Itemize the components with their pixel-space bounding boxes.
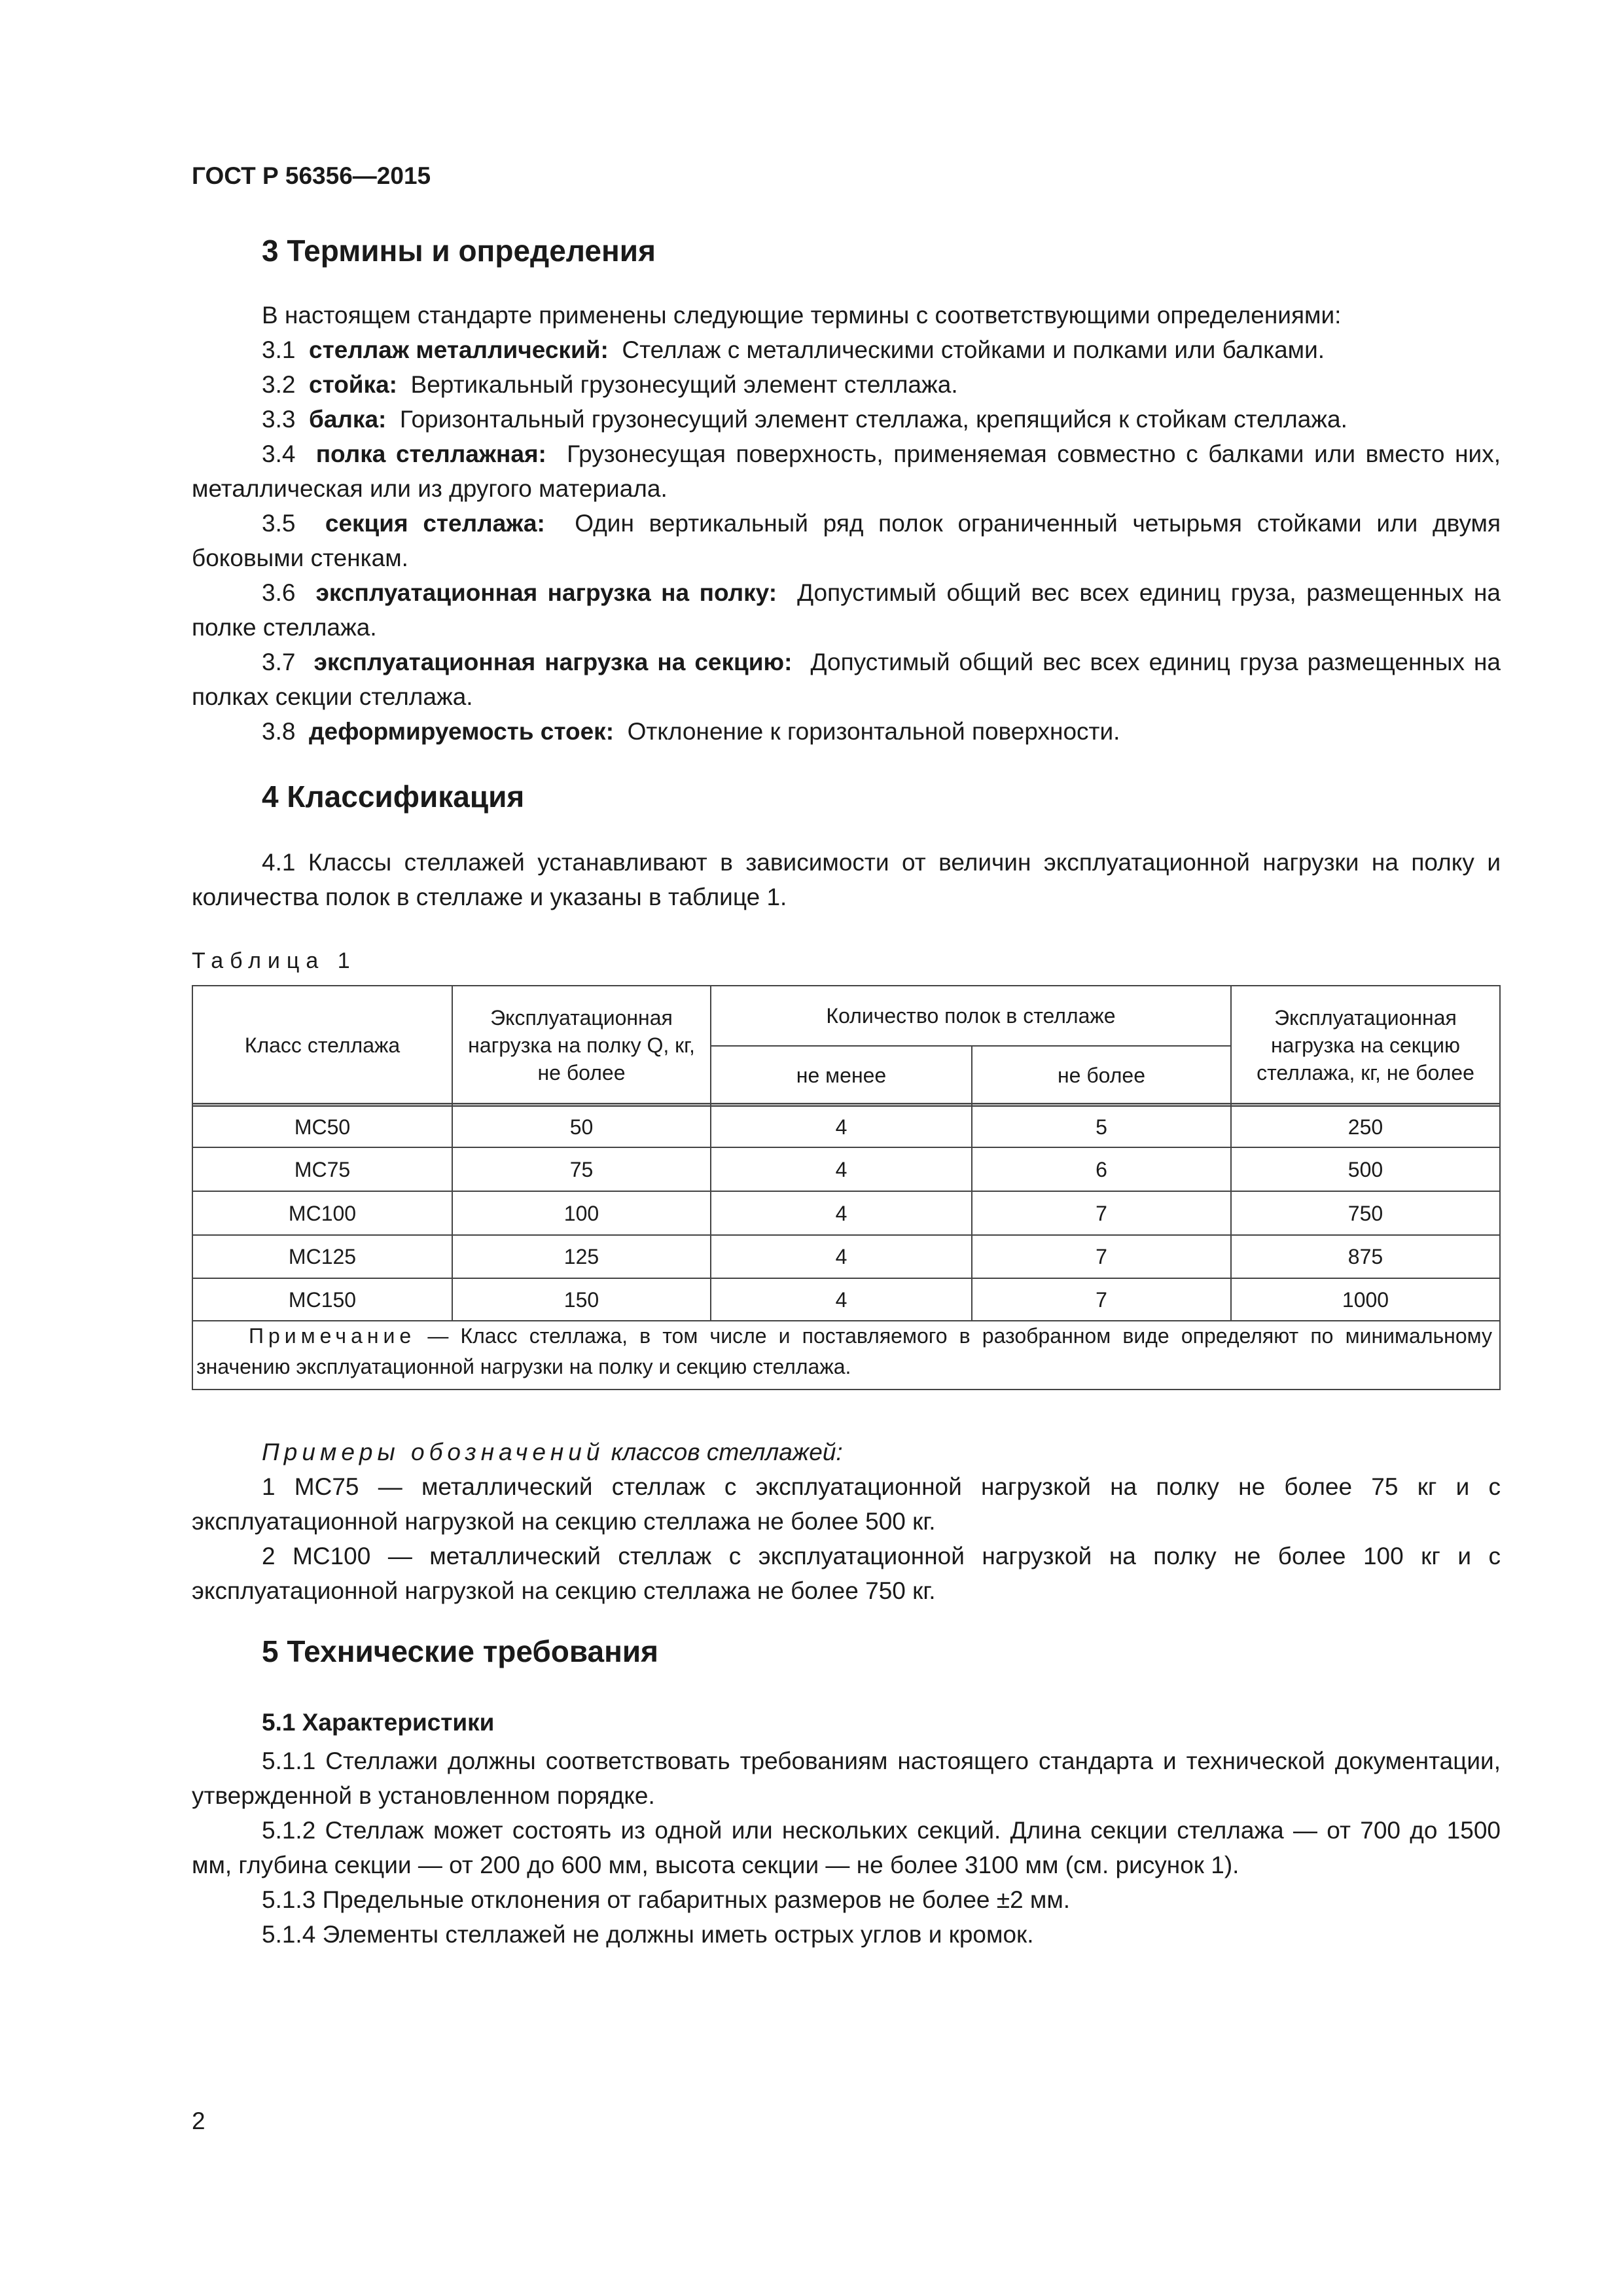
table-cell: МС125: [288, 1245, 357, 1268]
item-5-1-4: 5.1.4 Элементы стеллажей не должны иметь острых углов и кромок.: [262, 1921, 1034, 1948]
table-caption: Таблица 1: [192, 948, 357, 973]
table-cell: МС100: [288, 1201, 357, 1225]
item-5-1-2: 5.1.2 Стеллаж может состоять из одной или нескольких секций. Длина секции стеллажа — от 700 до 1500 мм, глубина секции — от 200 до 600 мм, высота секции — не более 3100 мм (см. рисунок 1).: [192, 1817, 1501, 1878]
examples-heading: Примеры обозначений классов стеллажей:: [262, 1439, 843, 1465]
table-cell: 150: [563, 1287, 599, 1312]
table-cell: МС50: [294, 1115, 351, 1139]
table-cell: 7: [1096, 1287, 1107, 1312]
example-2: 2 МС100 — металлический стеллаж с эксплуатационной нагрузкой на полку не более 100 кг и с эксплуатационной нагрузкой на секцию стеллажа не более 750 кг.: [192, 1543, 1501, 1604]
section-3-intro: В настоящем стандарте применены следующие термины с соответствующими определениями:: [262, 302, 1342, 329]
table-cell: 875: [1347, 1245, 1383, 1268]
header-min: не менее: [796, 1064, 887, 1087]
table-cell: 4: [835, 1245, 847, 1268]
paragraph-4-1: 4.1 Классы стеллажей устанавливают в зависимости от величин эксплуатационной нагрузки на полку и количества полок в стеллаже и указаны в таблице 1.: [192, 849, 1501, 910]
term-3-4: 3.4 полка стеллажная: Грузонесущая поверхность, применяемая совместно с балками или вместо них, металлическая или из другого материала.: [192, 440, 1501, 502]
item-5-1-3: 5.1.3 Предельные отклонения от габаритных размеров не более ±2 мм.: [262, 1886, 1071, 1913]
table-cell: 750: [1347, 1201, 1383, 1225]
section-4-title: 4 Классификация: [262, 780, 525, 814]
term-3-6: 3.6 эксплуатационная нагрузка на полку: Допустимый общий вес всех единиц груза, размещенных на полке стеллажа.: [192, 579, 1501, 641]
table-cell: 4: [835, 1115, 847, 1139]
section-5-title: 5 Технические требования: [262, 1634, 658, 1668]
table-cell: МС75: [294, 1157, 351, 1181]
term-3-5: 3.5 секция стеллажа: Один вертикальный ряд полок ограниченный четырьмя стойками или двумя боковыми стенкам.: [192, 510, 1501, 571]
document-code: ГОСТ Р 56356—2015: [192, 162, 431, 189]
term-3-2: 3.2 стойка: Вертикальный грузонесущий элемент стеллажа.: [262, 371, 958, 398]
header-load-section: Эксплуатационная нагрузка на секцию стеллажа, кг, не более: [1257, 1006, 1474, 1085]
term-3-8: 3.8 деформируемость стоек: Отклонение к горизонтальной поверхности.: [262, 718, 1120, 745]
section-3-title: 3 Термины и определения: [262, 234, 656, 268]
table-cell: 4: [835, 1201, 847, 1225]
term-3-7: 3.7 эксплуатационная нагрузка на секцию: Допустимый общий вес всех единиц груза размещенных на полках секции стеллажа.: [192, 649, 1501, 710]
table-cell: 500: [1347, 1157, 1383, 1181]
header-class: Класс стеллажа: [244, 1033, 401, 1057]
table-cell: 6: [1096, 1157, 1107, 1181]
table-cell: 4: [835, 1157, 847, 1181]
table-cell: 1000: [1342, 1287, 1389, 1312]
table-cell: 75: [569, 1157, 594, 1181]
table-cell: МС150: [288, 1287, 357, 1312]
header-load-shelf: Эксплуатационная нагрузка на полку Q, кг, не более: [468, 1006, 695, 1085]
page-number: 2: [192, 2108, 205, 2134]
header-shelves-count: Количество полок в стеллаже: [826, 1004, 1116, 1028]
term-3-1: 3.1 стеллаж металлический: Стеллаж с металлическими стойками и полками или балками.: [262, 336, 1325, 363]
table-cell: 7: [1096, 1201, 1107, 1225]
table-cell: 50: [569, 1115, 594, 1139]
table-cell: 100: [563, 1201, 599, 1225]
example-1: 1 МС75 — металлический стеллаж с эксплуатационной нагрузкой на полку не более 75 кг и с эксплуатационной нагрузкой на секцию стеллажа не более 500 кг.: [192, 1473, 1501, 1535]
term-3-3: 3.3 балка: Горизонтальный грузонесущий элемент стеллажа, крепящийся к стойкам стеллажа.: [262, 406, 1347, 433]
header-max: не более: [1057, 1064, 1146, 1087]
table-cell: 7: [1096, 1245, 1107, 1268]
table-cell: 5: [1096, 1115, 1107, 1139]
table-note: Примечание — Класс стеллажа, в том числе и поставляемого в разобранном виде определяют по минимальному значению эксплуатационной нагрузки на полку и секцию стеллажа.: [196, 1324, 1493, 1378]
table-cell: 250: [1347, 1115, 1383, 1139]
table-cell: 125: [563, 1245, 599, 1268]
item-5-1-1: 5.1.1 Стеллажи должны соответствовать требованиям настоящего стандарта и технической документации, утвержденной в установленном порядке.: [192, 1748, 1501, 1809]
subsection-5-1-title: 5.1 Характеристики: [262, 1709, 495, 1736]
table-cell: 4: [835, 1287, 847, 1312]
